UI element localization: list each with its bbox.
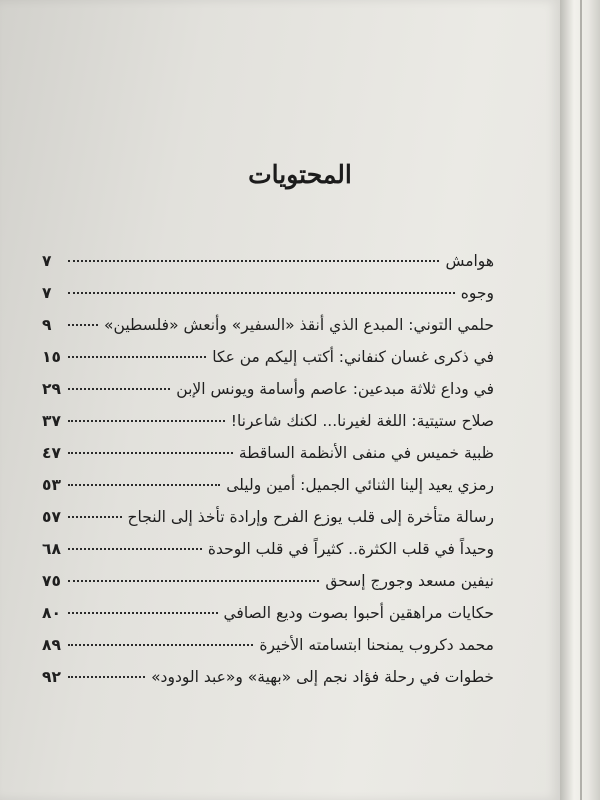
table-of-contents (42, 252, 494, 700)
toc-entry (42, 252, 494, 284)
entry-page-number: ٧ (42, 284, 52, 302)
entry-title: رسالة متأخرة إلى قلب يوزع الفرح وإرادة تأخذ إلى النجاح (127, 508, 494, 526)
entry-page-number: ٣٧ (42, 412, 61, 430)
entry-page-number: ٦٨ (42, 540, 61, 558)
entry-title: حكايات مراهقين أحبوا بصوت وديع الصافي (223, 604, 494, 622)
dot-leader (68, 580, 319, 582)
entry-page-number: ٧ (42, 252, 52, 270)
entry-page-number: ٨٩ (42, 636, 61, 654)
entry-page-number: ١٥ (42, 348, 61, 366)
dot-leader (68, 548, 202, 550)
entry-page-number: ٩ (42, 316, 52, 334)
entry-title: محمد دكروب يمنحنا ابتسامته الأخيرة (259, 636, 494, 654)
toc-entry (42, 284, 494, 316)
toc-entry (42, 572, 494, 604)
entry-title: وجوه (460, 284, 494, 302)
toc-entry (42, 380, 494, 412)
entry-title: هوامش (445, 252, 494, 270)
toc-entry (42, 636, 494, 668)
toc-entry (42, 540, 494, 572)
dot-leader (68, 644, 253, 646)
dot-leader (68, 356, 206, 358)
toc-entry (42, 316, 494, 348)
toc-entry (42, 668, 494, 700)
dot-leader (68, 516, 122, 518)
entry-title: وحيداً في قلب الكثرة.. كثيراً في قلب الوحدة (207, 540, 494, 558)
entry-title: في ذكرى غسان كنفاني: أكتب إليكم من عكا (212, 348, 494, 366)
entry-page-number: ٢٩ (42, 380, 61, 398)
toc-entry (42, 412, 494, 444)
dot-leader (68, 260, 439, 262)
entry-page-number: ٥٣ (42, 476, 61, 494)
entry-title: ظبية خميس في منفى الأنظمة الساقطة (238, 444, 494, 462)
dot-leader (68, 452, 233, 454)
dot-leader (68, 676, 145, 678)
dot-leader (68, 420, 225, 422)
entry-page-number: ٥٧ (42, 508, 61, 526)
toc-entry (42, 476, 494, 508)
dot-leader (68, 612, 218, 614)
entry-title: نيفين مسعد وجورج إسحق (325, 572, 494, 590)
entry-title: خطوات في رحلة فؤاد نجم إلى «بهية» و«عبد الودود» (151, 668, 494, 686)
page-edge-line (580, 0, 582, 800)
adjacent-page-edge (560, 0, 600, 800)
dot-leader (68, 388, 170, 390)
entry-title: في وداع ثلاثة مبدعين: عاصم وأسامة ويونس الإبن (176, 380, 494, 398)
dot-leader (68, 292, 455, 294)
dot-leader (68, 484, 220, 486)
entry-page-number: ٩٢ (42, 668, 61, 686)
dot-leader (68, 324, 98, 326)
entry-page-number: ٧٥ (42, 572, 61, 590)
toc-entry (42, 444, 494, 476)
entry-page-number: ٨٠ (42, 604, 61, 622)
toc-entry (42, 348, 494, 380)
entry-title: صلاح ستيتية: اللغة لغيرنا... لكنك شاعرنا! (230, 412, 494, 430)
toc-entry (42, 604, 494, 636)
entry-page-number: ٤٧ (42, 444, 61, 462)
entry-title: رمزي يعيد إلينا الثنائي الجميل: أمين وليلى (226, 476, 494, 494)
entry-title: حلمي التوني: المبدع الذي أنقذ «السفير» وأنعش «فلسطين» (104, 316, 494, 334)
contents-heading: المحتويات (248, 160, 352, 189)
toc-entry (42, 508, 494, 540)
